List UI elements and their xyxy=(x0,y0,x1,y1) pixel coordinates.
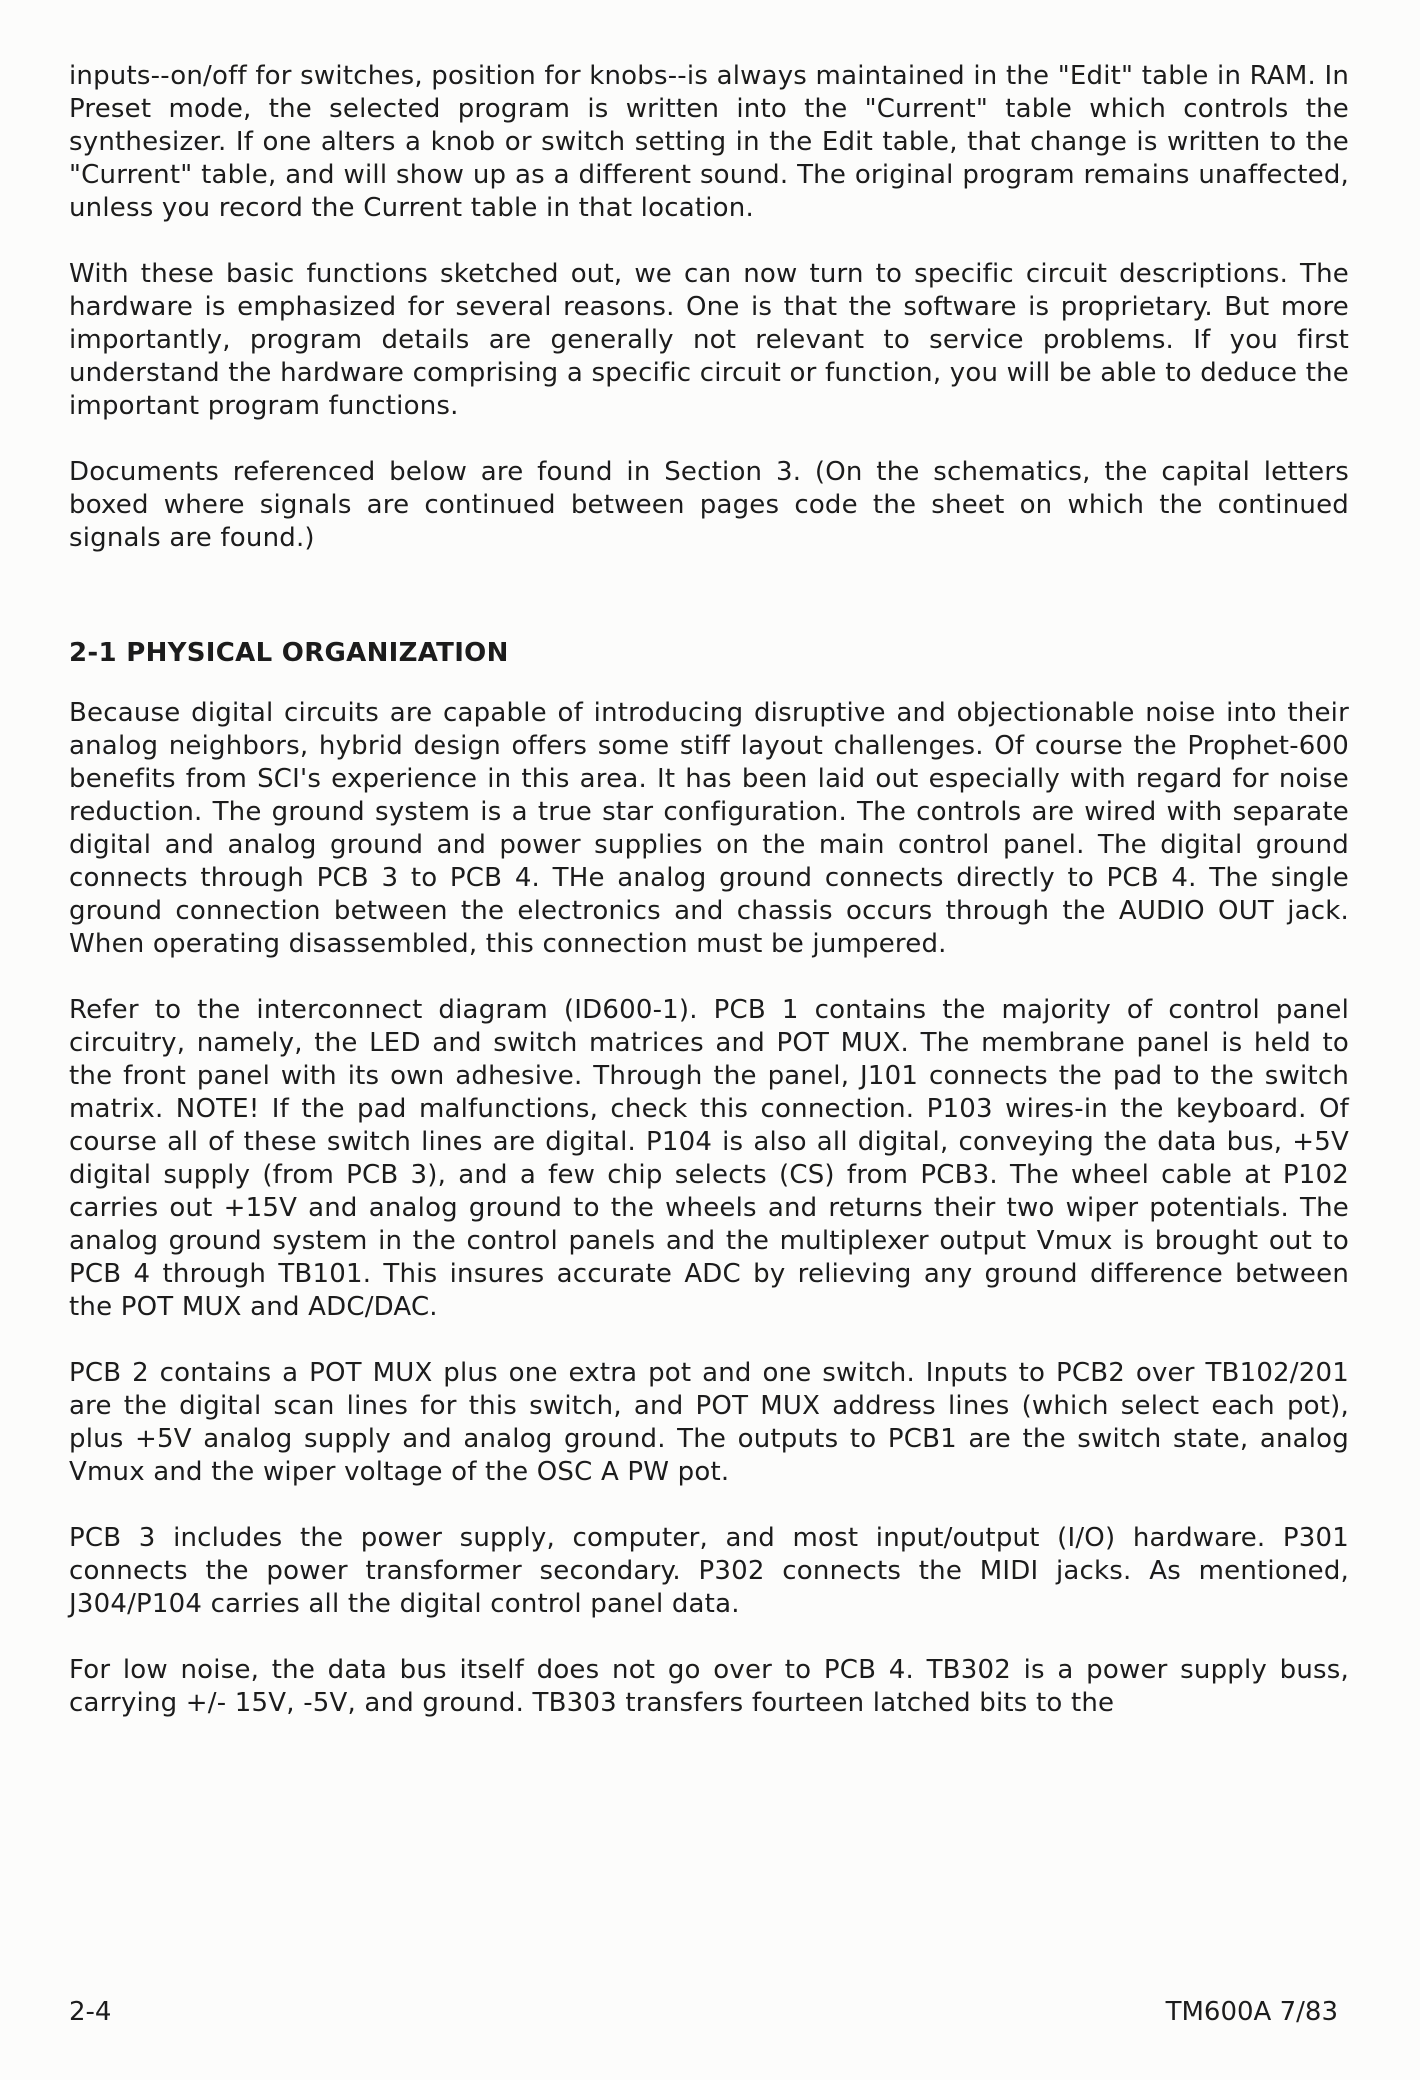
section-heading: 2-1 PHYSICAL ORGANIZATION xyxy=(69,638,509,668)
page-body xyxy=(69,60,1349,1720)
paragraph-pcb3: PCB 3 includes the power supply, computer, and most input/output (I/O) hardware. P301 connects the power transformer secondary. P302 connects the MIDI jacks. As mentioned, J304/P104 carries all the digital control panel data. xyxy=(69,1523,1349,1619)
paragraph-edit-table: inputs--on/off for switches, position for knobs--is always maintained in the "Edit" table in RAM. In Preset mode, the selected program is written into the "Current" table which controls the synthesizer. If one alters a knob or switch setting in the Edit table, that change is written to the "Current" table, and will show up as a different sound. The original program remains unaffected, unless you record the Current table in that location. xyxy=(69,61,1349,223)
document-id: TM600A 7/83 xyxy=(1165,1997,1338,2027)
page-number: 2-4 xyxy=(69,1997,112,2027)
paragraph-pcb1: Refer to the interconnect diagram (ID600-1). PCB 1 contains the majority of control panel circuitry, namely, the LED and switch matrices and POT MUX. The membrane panel is held to the front panel with its own adhesive. Through the panel, J101 connects the pad to the switch matrix. NOTE! If the pad malfunctions, check this connection. P103 wires-in the keyboard. Of course all of these switch lines are digital. P104 is also all digital, conveying the data bus, +5V digital supply (from PCB 3), and a few chip selects (CS) from PCB3. The wheel cable at P102 carries out +15V and analog ground to the wheels and returns their two wiper potentials. The analog ground system in the control panels and the multiplexer output Vmux is brought out to PCB 4 through TB101. This insures accurate ADC by relieving any ground difference between the POT MUX and ADC/DAC. xyxy=(69,995,1349,1322)
paragraph-data-bus: For low noise, the data bus itself does not go over to PCB 4. TB302 is a power supply buss, carrying +/- 15V, -5V, and ground. TB303 transfers fourteen latched bits to the xyxy=(69,1655,1349,1718)
paragraph-ground-system: Because digital circuits are capable of introducing disruptive and objectionable noise into their analog neighbors, hybrid design offers some stiff layout challenges. Of course the Prophet-600 benefits from SCI's experience in this area. It has been laid out especially with regard for noise reduction. The ground system is a true star configuration. The controls are wired with separate digital and analog ground and power supplies on the main control panel. The digital ground connects through PCB 3 to PCB 4. THe analog ground connects directly to PCB 4. The single ground connection between the electronics and chassis occurs through the AUDIO OUT jack. When operating disassembled, this connection must be jumpered. xyxy=(69,698,1349,959)
paragraph-documents-referenced: Documents referenced below are found in Section 3. (On the schematics, the capital letters boxed where signals are continued between pages code the sheet on which the continued signals are found.) xyxy=(69,457,1349,553)
paragraph-circuit-descriptions: With these basic functions sketched out, we can now turn to specific circuit descriptions. The hardware is emphasized for several reasons. One is that the software is proprietary. But more importantly, program details are generally not relevant to service problems. If you first understand the hardware comprising a specific circuit or function, you will be able to deduce the important program functions. xyxy=(69,259,1349,421)
paragraph-pcb2: PCB 2 contains a POT MUX plus one extra pot and one switch. Inputs to PCB2 over TB102/201 are the digital scan lines for this switch, and POT MUX address lines (which select each pot), plus +5V analog supply and analog ground. The outputs to PCB1 are the switch state, analog Vmux and the wiper voltage of the OSC A PW pot. xyxy=(69,1358,1349,1487)
